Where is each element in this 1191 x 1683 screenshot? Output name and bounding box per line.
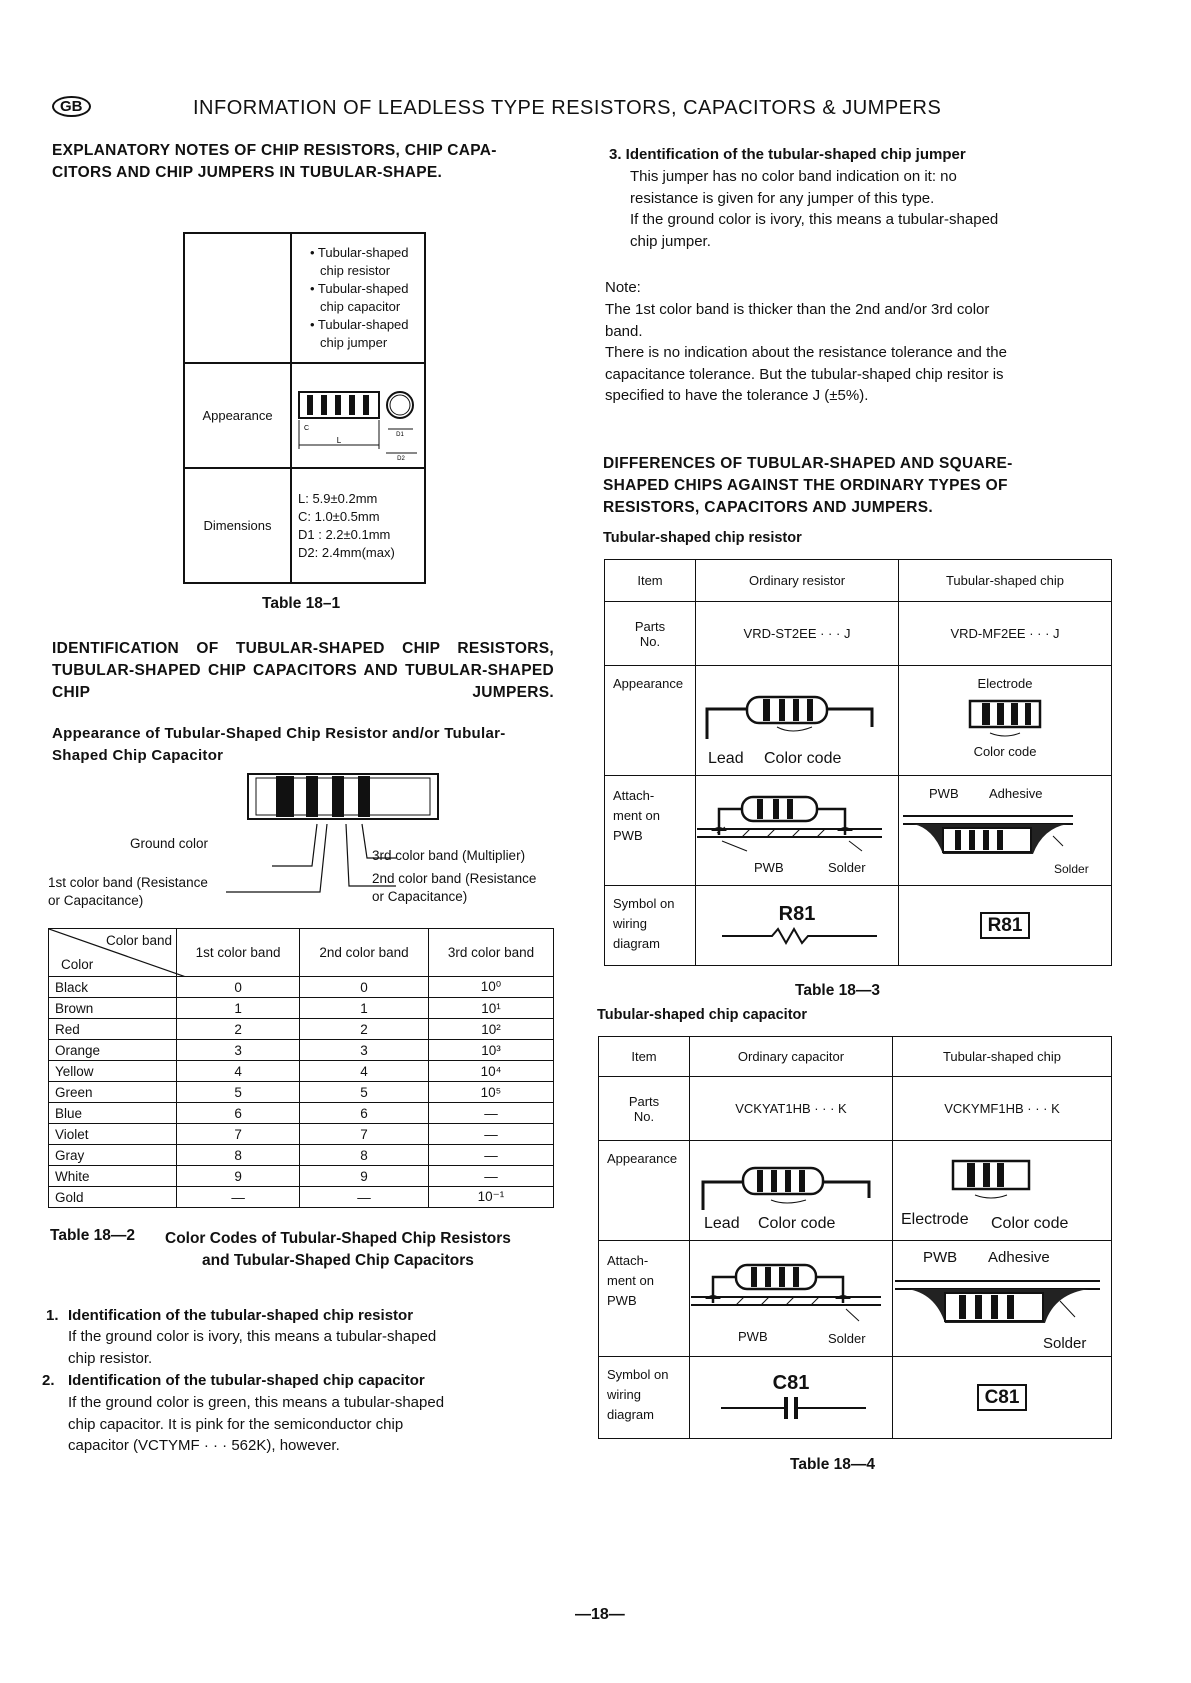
dim-mark-c: C — [304, 424, 310, 432]
ordinary-capacitor-symbol: C81 — [690, 1357, 893, 1439]
table-row: White 9 9 — — [49, 1166, 554, 1187]
item-3-title: 3. Identification of the tubular-shaped chip jumper — [609, 146, 966, 163]
tubular-capacitor-symbol: C81 — [893, 1357, 1112, 1439]
table-row: Gold — — 10⁻¹ — [49, 1187, 554, 1208]
table-row: Brown 1 1 10¹ — [49, 998, 554, 1019]
item-2-body: If the ground color is green, this means a tubular-shaped chip capacitor. It is pink for the semiconductor chip capacitor (VCTYMF · · · 562K), however. — [68, 1394, 445, 1454]
table-18-2-caption-text: Color Codes of Tubular-Shaped Chip Resistors and Tubular-Shaped Chip Capacitors — [165, 1230, 511, 1269]
chip-types-cell: • Tubular-shaped chip resistor • Tubular-shaped chip capacitor • Tubular-shaped chip jumper — [291, 233, 425, 363]
table-row: Orange 3 3 10³ — [49, 1040, 554, 1061]
tubular-resistor-part: VRD-MF2EE · · · J — [899, 602, 1112, 666]
table-18-3: Item Ordinary resistor Tubular-shaped chip Parts No. VRD-ST2EE · · · J VRD-MF2EE · · · J Appearance Lead Color code Electrode Color code Attach- ment on PWB PWB Solder PWB Adhesive Solder Symbol on wiring diagram R81 R81 — [604, 559, 1112, 966]
item-1-body: If the ground color is ivory, this means a tubular-shaped chip resistor. — [68, 1328, 437, 1367]
lead-label: Lead — [708, 750, 744, 767]
second-band-label: 2nd color band (Resistance or Capacitance) — [372, 871, 537, 904]
table-row: Red 2 2 10² — [49, 1019, 554, 1040]
page-number: —18— — [575, 1606, 625, 1623]
table-18-1-caption: Table 18–1 — [262, 595, 341, 612]
dim-mark-d1: D1 — [396, 431, 404, 438]
item-1-title: Identification of the tubular-shaped chip resistor — [68, 1307, 414, 1324]
item-3-body: This jumper has no color band indication on it: no resistance is given for any jumper of this type. If the ground color is ivory, this means a tubular-shaped chip jumper. — [630, 168, 999, 250]
identification-heading: IDENTIFICATION OF TUBULAR-SHAPED CHIP RESISTORS, TUBULAR-SHAPED CHIP CAPACITORS AND TUBULAR-SHAPED CHIP JUMPERS. — [52, 640, 554, 701]
note-label: Note: — [605, 279, 641, 296]
ordinary-capacitor-appearance: Lead Color code — [690, 1141, 893, 1241]
corner-cell: Color band Color — [49, 929, 177, 977]
ordinary-resistor-part: VRD-ST2EE · · · J — [696, 602, 899, 666]
table-row: Yellow 4 4 10⁴ — [49, 1061, 554, 1082]
table-18-2-caption-number: Table 18—2 — [50, 1227, 136, 1244]
appearance-cell — [291, 363, 425, 468]
color-code-label: Color code — [764, 750, 842, 767]
ground-color-label: Ground color — [130, 836, 209, 851]
table-18-4-caption: Table 18—4 — [790, 1456, 876, 1473]
gb-badge: GB — [52, 96, 91, 117]
ordinary-resistor-symbol: R81 — [696, 886, 899, 966]
header-2nd-band: 2nd color band — [300, 929, 429, 977]
header-1st-band: 1st color band — [177, 929, 300, 977]
header — [52, 96, 91, 118]
table-row: Blue 6 6 — — [49, 1103, 554, 1124]
ordinary-resistor-attach: PWB Solder — [696, 776, 899, 886]
item-2-title: Identification of the tubular-shaped chip capacitor — [68, 1372, 425, 1389]
table-18-4: Item Ordinary capacitor Tubular-shaped chip Parts No. VCKYAT1HB · · · K VCKYMF1HB · · · K Appearance Lead Color code Electrode Color code Attach- ment on PWB PWB Solder PWB Adhesive Solder Symbol on wiring diagram C81 C81 — [598, 1036, 1112, 1439]
tubular-capacitor-attach: PWB Adhesive Solder — [893, 1241, 1112, 1357]
table-18-3-caption: Table 18—3 — [795, 982, 881, 999]
capacitor-subheading: Tubular-shaped chip capacitor — [597, 1007, 808, 1023]
table-row: Violet 7 7 — — [49, 1124, 554, 1145]
table-row: Black 0 0 10⁰ — [49, 977, 554, 998]
tubular-resistor-appearance: Electrode Color code — [899, 666, 1112, 776]
dimensions-cell: L: 5.9±0.2mm C: 1.0±0.5mm D1 : 2.2±0.1mm D2: 2.4mm(max) — [291, 468, 425, 583]
table-18-2 — [48, 928, 554, 1208]
first-band-label: 1st color band (Resistance or Capacitance) — [48, 875, 208, 908]
differences-heading: DIFFERENCES OF TUBULAR-SHAPED AND SQUARE- SHAPED CHIPS AGAINST THE ORDINARY TYPES OF RESISTORS, CAPACITORS AND JUMPERS. — [603, 455, 1013, 516]
chip-dimension-drawing — [293, 367, 423, 462]
tubular-capacitor-appearance: Electrode Color code — [893, 1141, 1112, 1241]
explanatory-heading: EXPLANATORY NOTES OF CHIP RESISTORS, CHIP CAPA- CITORS AND CHIP JUMPERS IN TUBULAR-SHAPE. — [52, 142, 497, 181]
appearance-heading: Appearance of Tubular-Shaped Chip Resistor and/or Tubular- Shaped Chip Capacitor — [52, 725, 506, 764]
ordinary-capacitor-part: VCKYAT1HB · · · K — [690, 1077, 893, 1141]
tubular-capacitor-part: VCKYMF1HB · · · K — [893, 1077, 1112, 1141]
ordinary-resistor-appearance — [696, 666, 899, 776]
tubular-resistor-attach: PWB Adhesive Solder — [899, 776, 1112, 886]
tubular-resistor-symbol: R81 — [899, 886, 1112, 966]
dim-mark-d2: D2 — [397, 455, 405, 462]
dimensions-label: Dimensions — [184, 468, 291, 583]
appearance-label: Appearance — [184, 363, 291, 468]
note-text: The 1st color band is thicker than the 2nd and/or 3rd color band. There is no indication about the resistance tolerance and the capacitance tolerance. But the tubular-shaped chip resitor is specified to have the tolerance J (±5%). — [605, 301, 1007, 404]
item-2-number: 2. — [42, 1372, 55, 1389]
ordinary-capacitor-attach: PWB Solder — [690, 1241, 893, 1357]
page-title: INFORMATION OF LEADLESS TYPE RESISTORS, CAPACITORS & JUMPERS — [193, 97, 942, 119]
table-row: Gray 8 8 — — [49, 1145, 554, 1166]
item-1-number: 1. — [46, 1307, 59, 1324]
table-18-1 — [183, 232, 426, 584]
third-band-label: 3rd color band (Multiplier) — [372, 848, 526, 863]
dim-mark-l: L — [336, 435, 342, 445]
resistor-subheading: Tubular-shaped chip resistor — [603, 530, 802, 546]
table-row: Green 5 5 10⁵ — [49, 1082, 554, 1103]
header-3rd-band: 3rd color band — [428, 929, 553, 977]
